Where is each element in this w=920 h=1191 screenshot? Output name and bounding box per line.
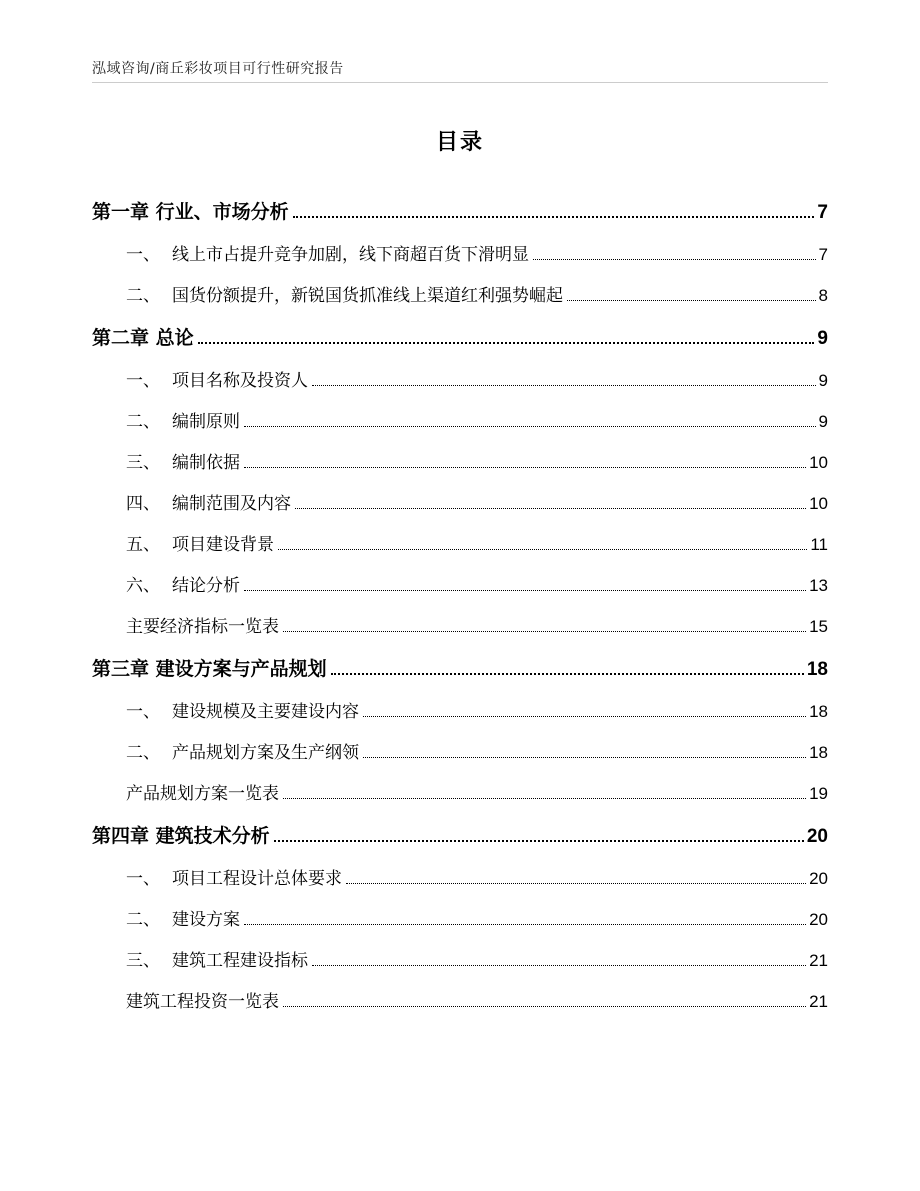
toc-leader-dots (244, 924, 806, 925)
toc-page-number: 8 (818, 286, 828, 305)
toc-entry-chapter[interactable] (92, 804, 828, 848)
toc-entry-table[interactable] (92, 763, 828, 804)
toc-entry-label (126, 905, 240, 930)
toc-page-number: 7 (818, 245, 828, 264)
toc-entry-section[interactable] (92, 555, 828, 596)
toc-entry-number: 一、 (126, 869, 160, 889)
toc-entry-number: 一、 (126, 702, 160, 722)
toc-entry-text: 国货份额提升，新锐国货抓准线上渠道红利强势崛起 (172, 286, 563, 306)
toc-page-number: 18 (809, 702, 828, 721)
toc-leader-dots (533, 259, 816, 260)
toc-entry-section[interactable] (92, 391, 828, 432)
toc-entry-section[interactable] (92, 224, 828, 265)
toc-entry-label (126, 946, 308, 971)
toc-entry-section[interactable] (92, 722, 828, 763)
toc-entry-label (126, 530, 274, 555)
toc-entry-section[interactable] (92, 681, 828, 722)
toc-entry-chapter[interactable] (92, 306, 828, 350)
toc-entry-number: 五、 (126, 535, 160, 555)
toc-entry-label (126, 240, 529, 265)
toc-leader-dots (312, 385, 816, 386)
toc-leader-dots (283, 798, 806, 799)
toc-leader-dots (363, 716, 806, 717)
toc-entry-text: 建设规模及主要建设内容 (172, 702, 359, 722)
toc-leader-dots (567, 300, 816, 301)
toc-entry-text: 项目名称及投资人 (172, 371, 308, 391)
toc-page-number: 11 (810, 535, 828, 554)
toc-entry-chapter[interactable] (92, 180, 828, 224)
toc-entry-text: 建设方案 (172, 910, 240, 930)
toc-entry-label (92, 654, 327, 681)
toc-page-number: 9 (817, 328, 828, 349)
toc-entry-label (126, 864, 342, 889)
toc-page-number: 9 (818, 371, 828, 390)
toc-entry-text: 建筑工程投资一览表 (126, 992, 279, 1012)
toc-entry-label (92, 197, 289, 224)
toc-entry-label (126, 987, 279, 1012)
toc-entry-text: 第四章 建筑技术分析 (92, 825, 270, 847)
toc-entry-number: 二、 (126, 286, 160, 306)
toc-entry-text: 项目工程设计总体要求 (172, 869, 342, 889)
toc-entry-label (126, 448, 240, 473)
toc-page-number: 15 (809, 617, 828, 636)
toc-leader-dots (283, 631, 806, 632)
toc-leader-dots (274, 840, 804, 842)
toc-entry-label (92, 821, 270, 848)
toc-entry-text: 第二章 总论 (92, 327, 194, 349)
toc-entry-number: 三、 (126, 453, 160, 473)
toc-entry-section[interactable] (92, 265, 828, 306)
toc-entry-table[interactable] (92, 971, 828, 1012)
toc-entry-number: 二、 (126, 412, 160, 432)
toc-page-number: 20 (806, 826, 828, 847)
toc-entry-section[interactable] (92, 848, 828, 889)
toc-page-number: 19 (809, 784, 828, 803)
toc-leader-dots (278, 549, 807, 550)
toc-entry-number: 一、 (126, 245, 160, 265)
running-header: 泓域咨询/商丘彩妆项目可行性研究报告 (92, 61, 344, 77)
toc-page-number: 20 (809, 910, 828, 929)
toc-entry-text: 产品规划方案及生产纲领 (172, 743, 359, 763)
toc-entry-label (126, 366, 308, 391)
toc-leader-dots (312, 965, 806, 966)
toc-entry-label (126, 571, 240, 596)
toc-entry-number: 四、 (126, 494, 160, 514)
toc-entry-number: 三、 (126, 951, 160, 971)
toc-entry-text: 产品规划方案一览表 (126, 784, 279, 804)
toc-page-number: 21 (809, 951, 828, 970)
toc-title: 目录 (435, 130, 484, 155)
toc-entry-section[interactable] (92, 432, 828, 473)
toc-leader-dots (363, 757, 806, 758)
toc-entry-section[interactable] (92, 514, 828, 555)
toc-entry-label (126, 738, 359, 763)
toc-page-number: 18 (809, 743, 828, 762)
toc-entry-text: 编制范围及内容 (172, 494, 291, 514)
toc-leader-dots (244, 467, 806, 468)
toc-leader-dots (331, 673, 804, 675)
toc-entry-text: 线上市占提升竞争加剧，线下商超百货下滑明显 (172, 245, 529, 265)
toc-entry-label (126, 407, 240, 432)
toc-entry-text: 第三章 建设方案与产品规划 (92, 658, 327, 680)
toc-page-number: 10 (809, 453, 828, 472)
toc-entry-label (126, 779, 279, 804)
toc-entry-text: 结论分析 (172, 576, 240, 596)
toc-entry-text: 项目建设背景 (172, 535, 274, 555)
toc-entry-label (126, 489, 291, 514)
toc-entry-number: 六、 (126, 576, 160, 596)
toc-entry-text: 主要经济指标一览表 (126, 617, 279, 637)
header-rule (92, 82, 828, 83)
toc-entry-number: 一、 (126, 371, 160, 391)
toc-leader-dots (244, 590, 806, 591)
toc-page-number: 7 (817, 202, 828, 223)
toc-entry-text: 建筑工程建设指标 (172, 951, 308, 971)
toc-entry-section[interactable] (92, 473, 828, 514)
table-of-contents (92, 180, 828, 1012)
toc-entry-label (92, 323, 194, 350)
toc-entry-text: 第一章 行业、市场分析 (92, 201, 289, 223)
toc-page-number: 21 (809, 992, 828, 1011)
toc-entry-section[interactable] (92, 350, 828, 391)
toc-leader-dots (295, 508, 806, 509)
toc-entry-label (126, 697, 359, 722)
toc-entry-number: 二、 (126, 910, 160, 930)
toc-entry-label (126, 281, 563, 306)
toc-entry-chapter[interactable] (92, 637, 828, 681)
toc-page-number: 9 (818, 412, 828, 431)
toc-entry-table[interactable] (92, 596, 828, 637)
toc-entry-text: 编制依据 (172, 453, 240, 473)
toc-entry-number: 二、 (126, 743, 160, 763)
toc-leader-dots (283, 1006, 806, 1007)
toc-entry-label (126, 612, 279, 637)
toc-page-number: 18 (806, 659, 828, 680)
toc-page-number: 20 (809, 869, 828, 888)
toc-entry-section[interactable] (92, 930, 828, 971)
toc-page-number: 10 (809, 494, 828, 513)
toc-leader-dots (198, 342, 815, 344)
toc-leader-dots (346, 883, 806, 884)
toc-leader-dots (244, 426, 816, 427)
toc-page-number: 13 (809, 576, 828, 595)
toc-entry-text: 编制原则 (172, 412, 240, 432)
toc-leader-dots (293, 216, 815, 218)
toc-entry-section[interactable] (92, 889, 828, 930)
